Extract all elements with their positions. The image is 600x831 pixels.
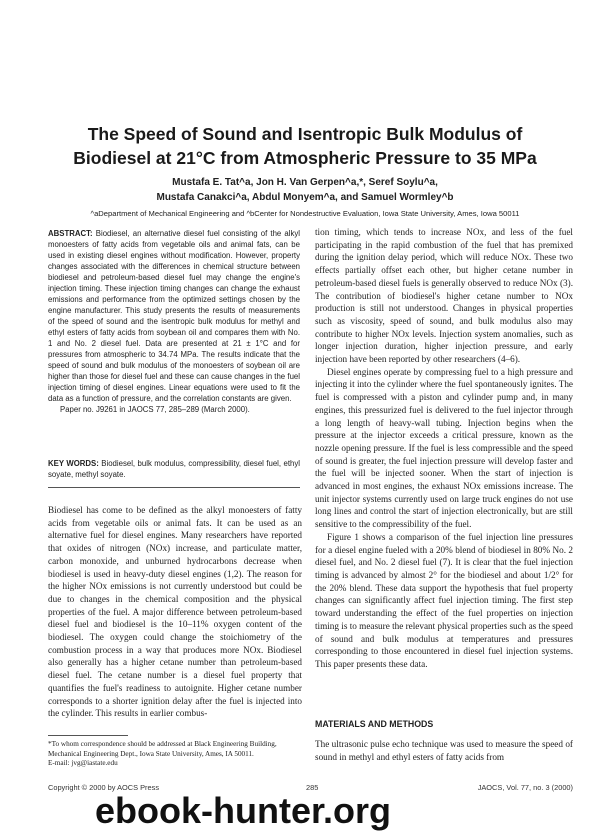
intro-paragraph: Biodiesel has come to be defined as the alkyl monoesters of fatty acids from vegetable oils or animal fats. It can be used as an alternative fuel for diesel engines. Many researchers have reported that oxides of nitrogen (NOx) increase, and particulate matter, carbon monoxide, and unburned hydrocarbons decrease when biodiesel is used in heavy-duty diesel engines (1,2). The reason for the higher NOx emissions is not currently understood but could be due to changes in the chemical composition and the physical properties of the fuel. A major difference between petroleum-based diesel fuel and biodiesel is the 10–11% oxygen content of the biodiesel. The oxygen could change the stoichiometry of the combustion process in a way that produces more NOx. Biodiesel also generally has a higher cetane number than petroleum-based diesel fuel. The cetane number is a diesel fuel property that quantifies the fuel's readiness to autoignite. Higher cetane number corresponds to a shorter ignition delay after the fuel is injected into the cylinder. This results in earlier combus-	[48, 505, 302, 719]
authors-line-2: Mustafa Canakci^a, Abdul Monyem^a, and Samuel Wormley^b	[156, 192, 454, 203]
right-paragraph-3: Figure 1 shows a comparison of the fuel injection line pressures for a diesel engine fueled with a 20% blend of biodiesel in 80% No. 2 diesel fuel, and No. 2 diesel fuel (7). It is clear that the fuel injection timing is advanced by almost 2° for the biodiesel and about 1/2° for the 20% blend. These data support the hypothesis that fuel property changes can significantly affect fuel injection timing. The first step toward understanding the effect of the fuel properties on injection timing is to measure the relevant physical properties such as the speed of sound and bulk modulus at temperatures and pressures corresponding to those encountered in diesel fuel injection systems. This paper presents these data.	[315, 531, 573, 669]
title-line-2: Biodiesel at 21°C from Atmospheric Pressure to 35 MPa	[73, 148, 537, 168]
right-paragraph-2: Diesel engines operate by compressing fuel to a high pressure and injecting it into the cylinder where the fuel spontaneously ignites. The fuel is compressed with a piston and cylinder pump and, in many engines, this pressurized fuel is delivered to the fuel injector through a long length of heavy-wall tubing. Injection begins when the pressure at the injector exceeds a critical pressure, known as the nozzle opening pressure. If the fuel is less compressible and the speed of sound is greater, the fuel injection pressure will develop faster and the fuel will be injected sooner. When the start of injection is advanced in most engines, the exhaust NOx emissions increase. The unit injector systems currently used on large truck engines do not use long lines and control the start of injection electronically, but are still sensitive to the compressibility of the fuel.	[315, 366, 573, 530]
title-line-1: The Speed of Sound and Isentropic Bulk Modulus of	[87, 124, 523, 144]
paper-title	[40, 122, 570, 170]
body-left-column	[48, 504, 302, 720]
section-heading-materials-methods: MATERIALS AND METHODS	[315, 719, 434, 729]
body-right-column	[315, 226, 573, 671]
keywords	[48, 458, 300, 480]
footnote-email: E-mail: jvg@iastate.edu	[48, 759, 118, 767]
paper-reference: Paper no. J9261 in JAOCS 77, 285–289 (March 2000).	[60, 405, 250, 414]
abstract-text: Biodiesel, an alternative diesel fuel consisting of the alkyl monoesters of fatty acids from vegetable oils and animal fats, can be used in existing diesel engines without modification. However, property changes associated with the differences in chemical structure between biodiesel and petroleum-based diesel fuel may change the engine's injection timing. These injection timing changes can change the exhaust emissions and performance from the optimized settings chosen by the engine manufacturer. This study presents the results of measurements of the speed of sound and the isentropic bulk modulus for methyl and ethyl esters of fatty acids from soybean oil and compares them with No. 1 and No. 2 diesel fuel. Data are presented at 21 ± 1°C and for pressures from atmospheric to 34.74 MPa. The results indicate that the speed of sound and bulk modulus of the monoesters of soybean oil are higher than those for diesel fuel and these can cause changes in the fuel injection timing of diesel engines. Linear equations were used to fit the data as a function of pressure, and the correlation constants are given.	[48, 229, 300, 403]
watermark: ebook-hunter.org	[95, 790, 391, 831]
abstract-label: ABSTRACT:	[48, 229, 93, 238]
methods-paragraph: The ultrasonic pulse echo technique was used to measure the speed of sound in methyl and ethyl esters of fatty acids from	[315, 739, 573, 762]
footer-journal: JAOCS, Vol. 77, no. 3 (2000)	[477, 783, 573, 792]
author-list	[40, 175, 570, 205]
abstract-divider	[48, 487, 300, 488]
abstract	[48, 228, 300, 415]
correspondence-footnote	[48, 740, 302, 769]
affiliation: ^aDepartment of Mechanical Engineering and ^bCenter for Nondestructive Evaluation, Iowa State University, Ames, Iowa 50011	[90, 209, 520, 218]
authors-line-1: Mustafa E. Tat^a, Jon H. Van Gerpen^a,*, Seref Soylu^a,	[172, 177, 438, 188]
right-paragraph-1: tion timing, which tends to increase NOx, and less of the fuel participating in the rapid combustion of the fuel that has premixed during the ignition delay period, which will reduce NOx. These two effects partially offset each other, but higher cetane number in petroleum-based diesel fuels is generally observed to reduce NOx (3). The contribution of biodiesel's higher cetane number to NOx production is still not understood. Changes in physical properties such as viscosity, speed of sound, and bulk modulus also may contribute to higher NOx levels. Injection system anomalies, such as longer injection duration, higher injection pressure, and early injection have been reported by other researchers (4–6).	[315, 227, 573, 365]
footer-page-number: 285	[306, 783, 319, 792]
footer-copyright: Copyright © 2000 by AOCS Press	[48, 783, 160, 792]
keywords-text: Biodiesel, bulk modulus, compressibility, diesel fuel, ethyl soyate, methyl soyate.	[48, 459, 300, 479]
footnote-line-1: *To whom correspondence should be addressed at Black Engineering Building, Mechanical Engineering Dept., Iowa State University, Ames, IA 50011.	[48, 740, 277, 758]
keywords-label: KEY WORDS:	[48, 459, 99, 468]
footnote-divider	[48, 735, 128, 736]
